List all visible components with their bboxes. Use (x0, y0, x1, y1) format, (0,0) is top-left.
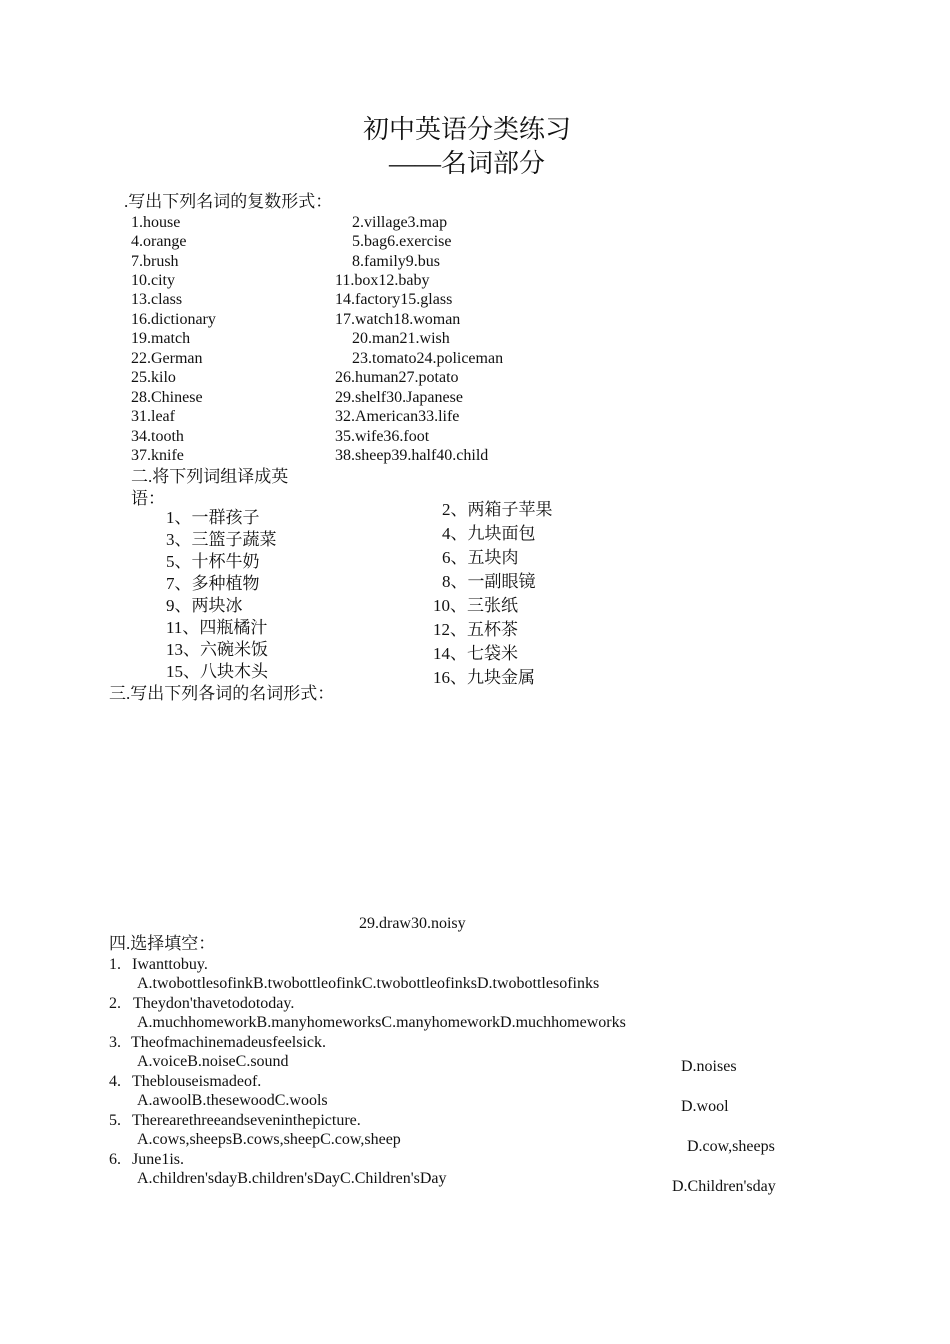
translate-item: 4、九块面包 (442, 524, 536, 543)
plural-item: 5.bag6.exercise (352, 233, 452, 250)
question-stem: Theydon'thavetodotoday. (133, 995, 295, 1012)
question-stem: Iwanttobuy. (132, 956, 208, 973)
plural-item: 32.American33.life (335, 408, 460, 425)
section4-heading: 四.选择填空： (109, 934, 216, 953)
translate-item: 10、三张纸 (433, 596, 518, 615)
translate-item: 5、十杯牛奶 (166, 552, 260, 571)
translate-item: 11、四瓶橘汁 (166, 618, 268, 637)
question-stem: June1is. (132, 1151, 184, 1168)
question-stem: Theblouseismadeof. (132, 1073, 262, 1090)
doc-title: 初中英语分类练习 (362, 115, 571, 144)
question-option-d: D.cow,sheeps (687, 1138, 775, 1155)
question-stem: Theofmachinemadeusfeelsick. (131, 1034, 327, 1051)
plural-item: 8.family9.bus (352, 253, 440, 270)
translate-item: 14、七袋米 (433, 644, 518, 663)
plural-item: 4.orange (131, 233, 187, 250)
section3-fragment: 29.draw30.noisy (359, 915, 466, 932)
plural-item: 16.dictionary (131, 311, 216, 328)
question-options: A.twobottlesofinkB.twobottleofinkC.twobottleofinksD.twobottlesofinks (137, 975, 600, 992)
section1-heading: .写出下列名词的复数形式： (124, 192, 333, 211)
question-number: 6. (109, 1151, 121, 1168)
translate-item: 8、一副眼镜 (442, 572, 536, 591)
plural-item: 11.box12.baby (335, 272, 430, 289)
plural-item: 29.shelf30.Japanese (335, 389, 463, 406)
translate-item: 15、八块木头 (166, 662, 268, 681)
plural-item: 14.factory15.glass (335, 291, 453, 308)
plural-item: 7.brush (131, 253, 179, 270)
translate-item: 9、两块冰 (166, 596, 243, 615)
plural-item: 13.class (131, 291, 183, 308)
plural-item: 35.wife36.foot (335, 428, 430, 445)
translate-item: 3、三篮子蔬菜 (166, 530, 277, 549)
plural-item: 34.tooth (131, 428, 184, 445)
question-option-d: D.wool (681, 1098, 729, 1115)
question-options: A.awoolB.thesewoodC.wools (137, 1092, 328, 1109)
question-option-d: D.Children'sday (672, 1178, 776, 1195)
question-stem: Therearethreeandseveninthepicture. (132, 1112, 361, 1129)
plural-item: 26.human27.potato (335, 369, 459, 386)
plural-item: 22.German (131, 350, 203, 367)
question-number: 4. (109, 1073, 121, 1090)
translate-item: 1、一群孩子 (166, 508, 260, 527)
plural-item: 1.house (131, 214, 181, 231)
question-number: 2. (109, 995, 121, 1012)
translate-item: 6、五块肉 (442, 548, 519, 567)
section2-heading: 二.将下列词组译成英语： (131, 467, 289, 508)
translate-item: 12、五杯茶 (433, 620, 518, 639)
question-number: 5. (109, 1112, 121, 1129)
question-options: A.voiceB.noiseC.sound (137, 1053, 289, 1070)
plural-item: 38.sheep39.half40.child (335, 447, 489, 464)
translate-item: 2、两箱子苹果 (442, 500, 553, 519)
plural-item: 28.Chinese (131, 389, 203, 406)
plural-item: 10.city (131, 272, 175, 289)
plural-item: 17.watch18.woman (335, 311, 461, 328)
question-number: 3. (109, 1034, 121, 1051)
question-options: A.children'sdayB.children'sDayC.Children'sDay (137, 1170, 447, 1187)
translate-item: 7、多种植物 (166, 574, 260, 593)
plural-item: 19.match (131, 330, 191, 347)
doc-subtitle: ——名词部分 (388, 149, 545, 178)
plural-item: 23.tomato24.policeman (352, 350, 504, 367)
translate-item: 13、六碗米饭 (166, 640, 268, 659)
plural-item: 2.village3.map (352, 214, 448, 231)
plural-item: 37.knife (131, 447, 184, 464)
question-number: 1. (109, 956, 121, 973)
question-option-d: D.noises (681, 1058, 737, 1075)
question-options: A.cows,sheepsB.cows,sheepC.cow,sheep (137, 1131, 401, 1148)
plural-item: 31.leaf (131, 408, 175, 425)
plural-item: 20.man21.wish (352, 330, 450, 347)
question-options: A.muchhomeworkB.manyhomeworksC.manyhomeworkD.muchhomeworks (137, 1014, 626, 1031)
section3-heading: 三.写出下列各词的名词形式： (109, 684, 335, 703)
plural-item: 25.kilo (131, 369, 176, 386)
translate-item: 16、九块金属 (433, 668, 535, 687)
